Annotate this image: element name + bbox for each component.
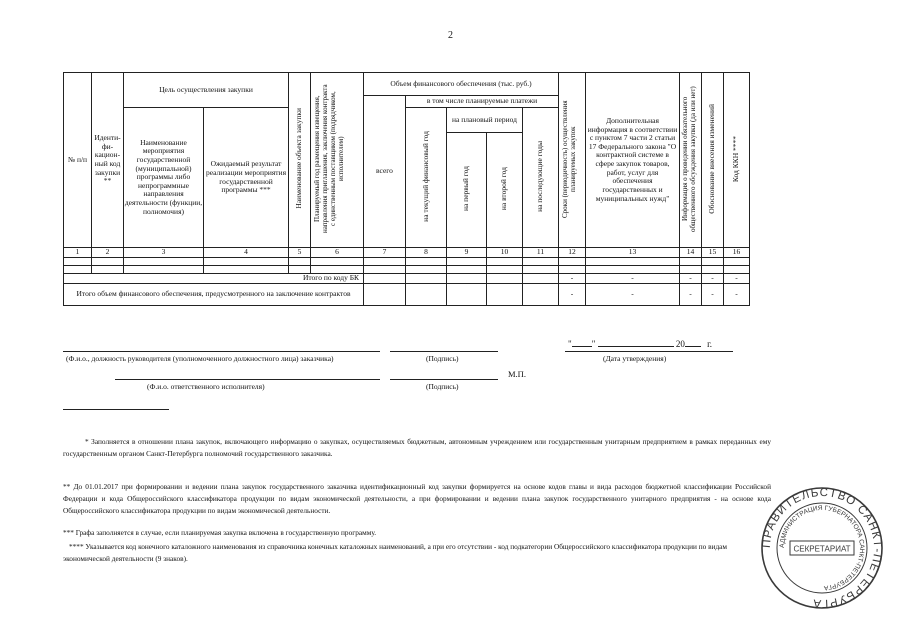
footnote-4: **** Указывается код конечного каталожного наименования из справочника конечных каталожных наименований, а при его отсутствии - код подкатегории Общероссийского классификатора продукции по видам экономической деятельности (9 знаков). (63, 542, 728, 563)
head-label: (Ф.и.о., должность руководителя (уполномоченного должностного лица) заказчика) (66, 354, 334, 363)
approval-date: " " 20 г. (568, 339, 713, 349)
total-finance-row: Итого объем финансового обеспечения, предусмотренного на заключение контрактов - - - - - (64, 284, 750, 306)
col-periodicity-header: Сроки (периодичность) осуществления планируемых закупок (559, 73, 586, 248)
col-following-years-header: на последующие годы (523, 108, 559, 248)
stamp-center-text: СЕКРЕТАРИАТ (793, 544, 851, 554)
col-program-event-header: Наименование мероприятия государственной (муниципальной) программы либо непрограммные направления деятельности (функции, полномочия) (124, 108, 204, 248)
mp-label: М.П. (508, 369, 526, 379)
page-number: 2 (448, 30, 453, 41)
col-public-discussion-header: Информация о проведении обязательного общественного обсуждения закупки (да или нет) (680, 73, 702, 248)
col-change-reason-header: Обоснование внесения изменений (702, 73, 724, 248)
col-incl-payments-header: в том числе планируемые платежи (406, 96, 559, 108)
col-expected-result-header: Ожидаемый результат реализации мероприятия государственной программы *** (204, 108, 289, 248)
footnote-2: ** До 01.01.2017 при формировании и ведении плана закупок государственного заказчика идентификационный код закупки формируется на основе кодов главы и вида расходов бюджетной классификации Российской Федерации и кода Общероссийского классификатора продукции по видам экономической деятельности, а при формировании и ведении плана закупок государственного унитарного предприятия - на основе кода Общероссийского классификатора продукции по видам экономической деятельности. (63, 482, 771, 515)
stamp-inner-text: АДМИНИСТРАЦИЯ ГУБЕРНАТОРА САНКТ-ПЕТЕРБУРГА (778, 504, 866, 591)
column-numbers-row: 1 2 3 4 5 6 7 8 9 10 11 12 13 14 15 16 (64, 248, 750, 258)
col-additional-info-header: Дополнительная информация в соответствии с пунктом 7 части 2 статьи 17 Федерального закона "О контрактной системе в сфере закупок товаров, работ, услуг для обеспечения государственных и муниципальных нужд" (586, 73, 680, 248)
executor-label: (Ф.и.о. ответственного исполнителя) (147, 382, 265, 391)
stamp-outer-text: ПРАВИТЕЛЬСТВО САНКТ-ПЕТЕРБУРГА (760, 486, 884, 610)
col-purpose-header: Цель осуществления закупки (124, 73, 289, 108)
footnote-3: *** Графа заполняется в случае, если планируемая закупка включена в государственную программу. (63, 528, 377, 537)
table-row (64, 266, 750, 274)
procurement-plan-table (63, 72, 750, 306)
col-no-header: № п/п (64, 73, 92, 248)
col-plan-period-header: на плановый период (447, 108, 523, 133)
signature-label-2: (Подпись) (426, 382, 459, 391)
date-label: (Дата утверждения) (603, 354, 667, 363)
col-object-name-header: Наименование объекта закупки (289, 73, 311, 248)
total-kbk-row: Итого по коду БК - - - - - (64, 274, 750, 284)
table-row (64, 258, 750, 266)
col-kkn-header: Код ККН **** (724, 73, 750, 248)
col-id-code-header: Иденти-фи-кацион-ный код закупки ** (92, 73, 124, 248)
signature-label-1: (Подпись) (426, 354, 459, 363)
footnote-1: * Заполняется в отношении плана закупок, включающего информацию о закупках, осуществляемых бюджетным, автономным учреждением или государственным унитарным предприятием в рамках переданных ему государственным органом Санкт-Петербурга полномочий государственного заказчика. (63, 437, 771, 458)
col-planned-year-header: Планируемый год размещения извещения, направления приглашения, заключения контракта с единственным поставщиком (подрядчиком, исполнителем) (311, 73, 364, 248)
secretariat-stamp (760, 486, 884, 610)
col-total-header: всего (364, 96, 406, 248)
col-current-year-header: на текущий финансовый год (406, 108, 447, 248)
col-second-year-header: на второй год (487, 133, 523, 248)
col-finance-header: Объем финансового обеспечения (тыс. руб.) (364, 73, 559, 96)
col-first-year-header: на первый год (447, 133, 487, 248)
